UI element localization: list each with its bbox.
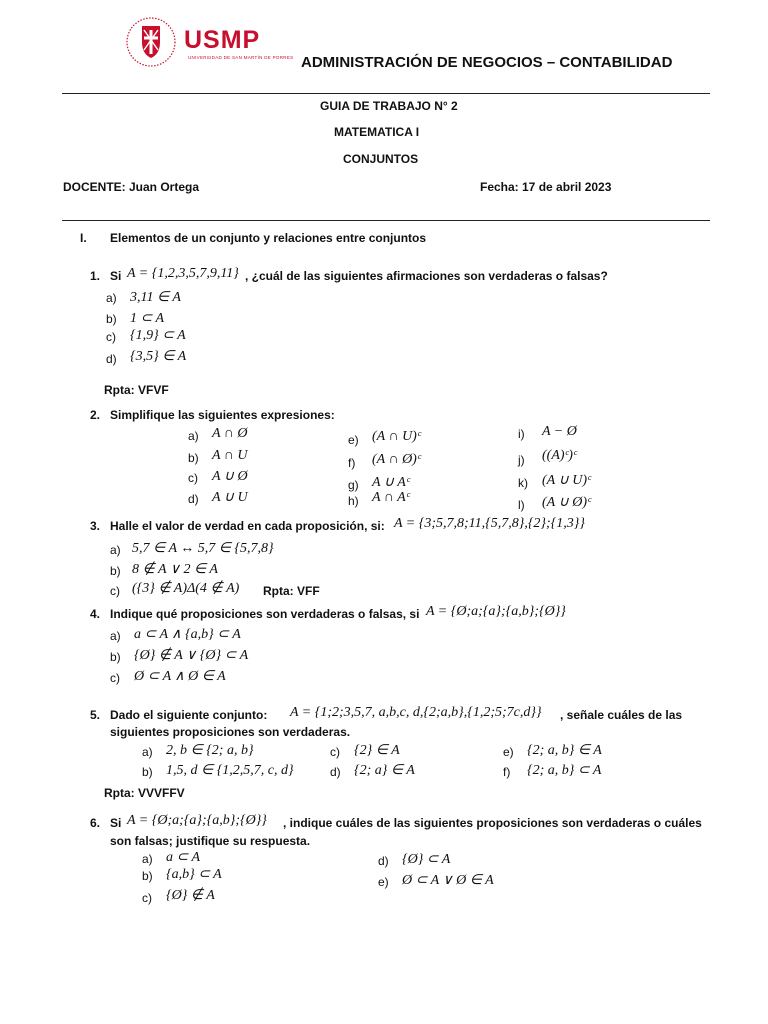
q5-a-label: a) (142, 745, 153, 759)
q3-set: A = {3;5,7,8;11,{5,7,8},{2};{1,3}} (394, 516, 585, 531)
q4-text: Indique qué proposiciones son verdaderas o falsas, si (110, 607, 420, 621)
usmp-crest-logo (122, 16, 180, 68)
q2-e-expr: (A ∩ U)ᶜ (372, 429, 421, 444)
q2-k-expr: (A ∪ U)ᶜ (542, 473, 591, 488)
q6-a-expr: a ⊂ A (166, 850, 201, 865)
q2-b-expr: A ∩ U (212, 448, 248, 463)
q2-a-label: a) (188, 429, 199, 443)
q6-set: A = {Ø;a;{a};{a,b};{Ø}} (127, 813, 267, 828)
q2-g-expr: A ∪ Aᶜ (372, 475, 410, 490)
q3-text: Halle el valor de verdad en cada proposición, si: (110, 519, 385, 533)
q6-pre: Si (110, 816, 122, 830)
q2-b-label: b) (188, 451, 199, 465)
logo-subtitle: UNIVERSIDAD DE SAN MARTÍN DE PORRES (188, 55, 294, 60)
q4-a-label: a) (110, 629, 121, 643)
q3-a-label: a) (110, 543, 121, 557)
q6-b-expr: {a,b} ⊂ A (166, 867, 222, 882)
q5-d-label: d) (330, 765, 341, 779)
q4-a-expr: a ⊂ A ∧ {a,b} ⊂ A (134, 627, 241, 642)
q2-text: Simplifique las siguientes expresiones: (110, 408, 335, 422)
guide-title: GUIA DE TRABAJO N° 2 (320, 99, 458, 113)
date-label: Fecha: 17 de abril 2023 (480, 180, 612, 194)
q1-a-label: a) (106, 291, 117, 305)
q6-c-expr: {Ø} ∉ A (166, 888, 215, 903)
q6-d-label: d) (378, 854, 389, 868)
q2-l-label: l) (518, 498, 525, 512)
q6-e-label: e) (378, 875, 389, 889)
q2-i-label: i) (518, 427, 525, 441)
q1-d-expr: {3,5} ∈ A (130, 349, 187, 364)
q3-answer: Rpta: VFF (263, 584, 320, 598)
q2-d-label: d) (188, 492, 199, 506)
q3-c-expr: ({3} ∉ A)Δ(4 ∉ A) (132, 581, 240, 596)
q1-a-expr: 3,11 ∈ A (130, 290, 181, 305)
q1-pre: Si (110, 269, 122, 283)
q5-answer: Rpta: VVVFFV (104, 786, 185, 800)
q2-l-expr: (A ∪ Ø)ᶜ (542, 495, 591, 510)
q1-number: 1. (90, 269, 101, 283)
section-number: I. (80, 231, 87, 245)
q5-line2: siguientes proposiciones son verdaderas. (110, 725, 351, 739)
q6-c-label: c) (142, 891, 152, 905)
q1-d-label: d) (106, 352, 117, 366)
q5-number: 5. (90, 708, 101, 722)
q6-number: 6. (90, 816, 101, 830)
q2-c-label: c) (188, 471, 198, 485)
q2-h-label: h) (348, 494, 359, 508)
q2-f-expr: (A ∩ Ø)ᶜ (372, 452, 421, 467)
q5-e-label: e) (503, 745, 514, 759)
topic-title: CONJUNTOS (343, 152, 419, 166)
q2-j-expr: ((A)ᶜ)ᶜ (542, 448, 577, 463)
q5-c-expr: {2} ∈ A (354, 743, 400, 758)
q4-number: 4. (90, 607, 101, 621)
q5-f-label: f) (503, 765, 511, 779)
q5-set: A = {1;2;3,5,7, a,b,c, d,{2;a,b},{1,2;5;7c,d}} (290, 705, 542, 720)
q5-a-expr: 2, b ∈ {2; a, b} (166, 743, 254, 758)
q6-b-label: b) (142, 869, 153, 883)
q5-pre: Dado el siguiente conjunto: (110, 708, 268, 722)
q5-c-label: c) (330, 745, 340, 759)
q4-b-label: b) (110, 650, 121, 664)
q2-f-label: f) (348, 456, 356, 470)
q2-number: 2. (90, 408, 101, 422)
q6-e-expr: Ø ⊂ A ∨ Ø ∈ A (402, 873, 494, 888)
q2-a-expr: A ∩ Ø (212, 426, 248, 441)
q2-g-label: g) (348, 478, 359, 492)
q2-c-expr: A ∪ Ø (212, 469, 248, 484)
q1-c-expr: {1,9} ⊂ A (130, 328, 186, 343)
q1-text: , ¿cuál de las siguientes afirmaciones son verdaderas o falsas? (245, 269, 608, 283)
q1-b-label: b) (106, 312, 117, 326)
q6-a-label: a) (142, 852, 153, 866)
q2-k-label: k) (518, 476, 528, 490)
q3-number: 3. (90, 519, 101, 533)
divider-bottom (62, 220, 710, 221)
q3-b-label: b) (110, 564, 121, 578)
q3-c-label: c) (110, 584, 120, 598)
q4-b-expr: {Ø} ∉ A ∨ {Ø} ⊂ A (134, 648, 249, 663)
q1-c-label: c) (106, 330, 116, 344)
course-title: MATEMATICA I (334, 125, 420, 139)
divider-top (62, 93, 710, 94)
q2-d-expr: A ∪ U (212, 490, 248, 505)
logo-text: USMP (184, 26, 261, 54)
q3-a-expr: 5,7 ∈ A ↔ 5,7 ∈ {5,7,8} (132, 541, 274, 556)
q5-e-expr: {2; a, b} ∈ A (527, 743, 602, 758)
q5-b-expr: 1,5, d ∈ {1,2,5,7, c, d} (166, 763, 294, 778)
q1-b-expr: 1 ⊂ A (130, 311, 165, 326)
q3-b-expr: 8 ∉ A ∨ 2 ∈ A (132, 562, 218, 577)
q6-line2: son falsas; justifique su respuesta. (110, 834, 311, 848)
section-title: Elementos de un conjunto y relaciones entre conjuntos (110, 231, 427, 245)
q1-set: A = {1,2,3,5,7,9,11} (127, 266, 239, 281)
q6-d-expr: {Ø} ⊂ A (402, 852, 451, 867)
q5-post: , señale cuáles de las (560, 708, 683, 722)
q5-d-expr: {2; a} ∈ A (354, 763, 415, 778)
q6-post: , indique cuáles de las siguientes proposiciones son verdaderas o cuáles (283, 816, 702, 830)
q2-e-label: e) (348, 433, 359, 447)
faculty-title: ADMINISTRACIÓN DE NEGOCIOS – CONTABILIDAD (301, 54, 673, 71)
q2-i-expr: A − Ø (542, 424, 577, 439)
q2-j-label: j) (518, 453, 525, 467)
q2-h-expr: A ∩ Aᶜ (372, 490, 410, 505)
q4-c-expr: Ø ⊂ A ∧ Ø ∈ A (134, 669, 226, 684)
q4-c-label: c) (110, 671, 120, 685)
q5-f-expr: {2; a, b} ⊂ A (527, 763, 602, 778)
q4-set: A = {Ø;a;{a};{a,b};{Ø}} (426, 604, 566, 619)
q1-answer: Rpta: VFVF (104, 383, 169, 397)
teacher-name: DOCENTE: Juan Ortega (63, 180, 200, 194)
q5-b-label: b) (142, 765, 153, 779)
